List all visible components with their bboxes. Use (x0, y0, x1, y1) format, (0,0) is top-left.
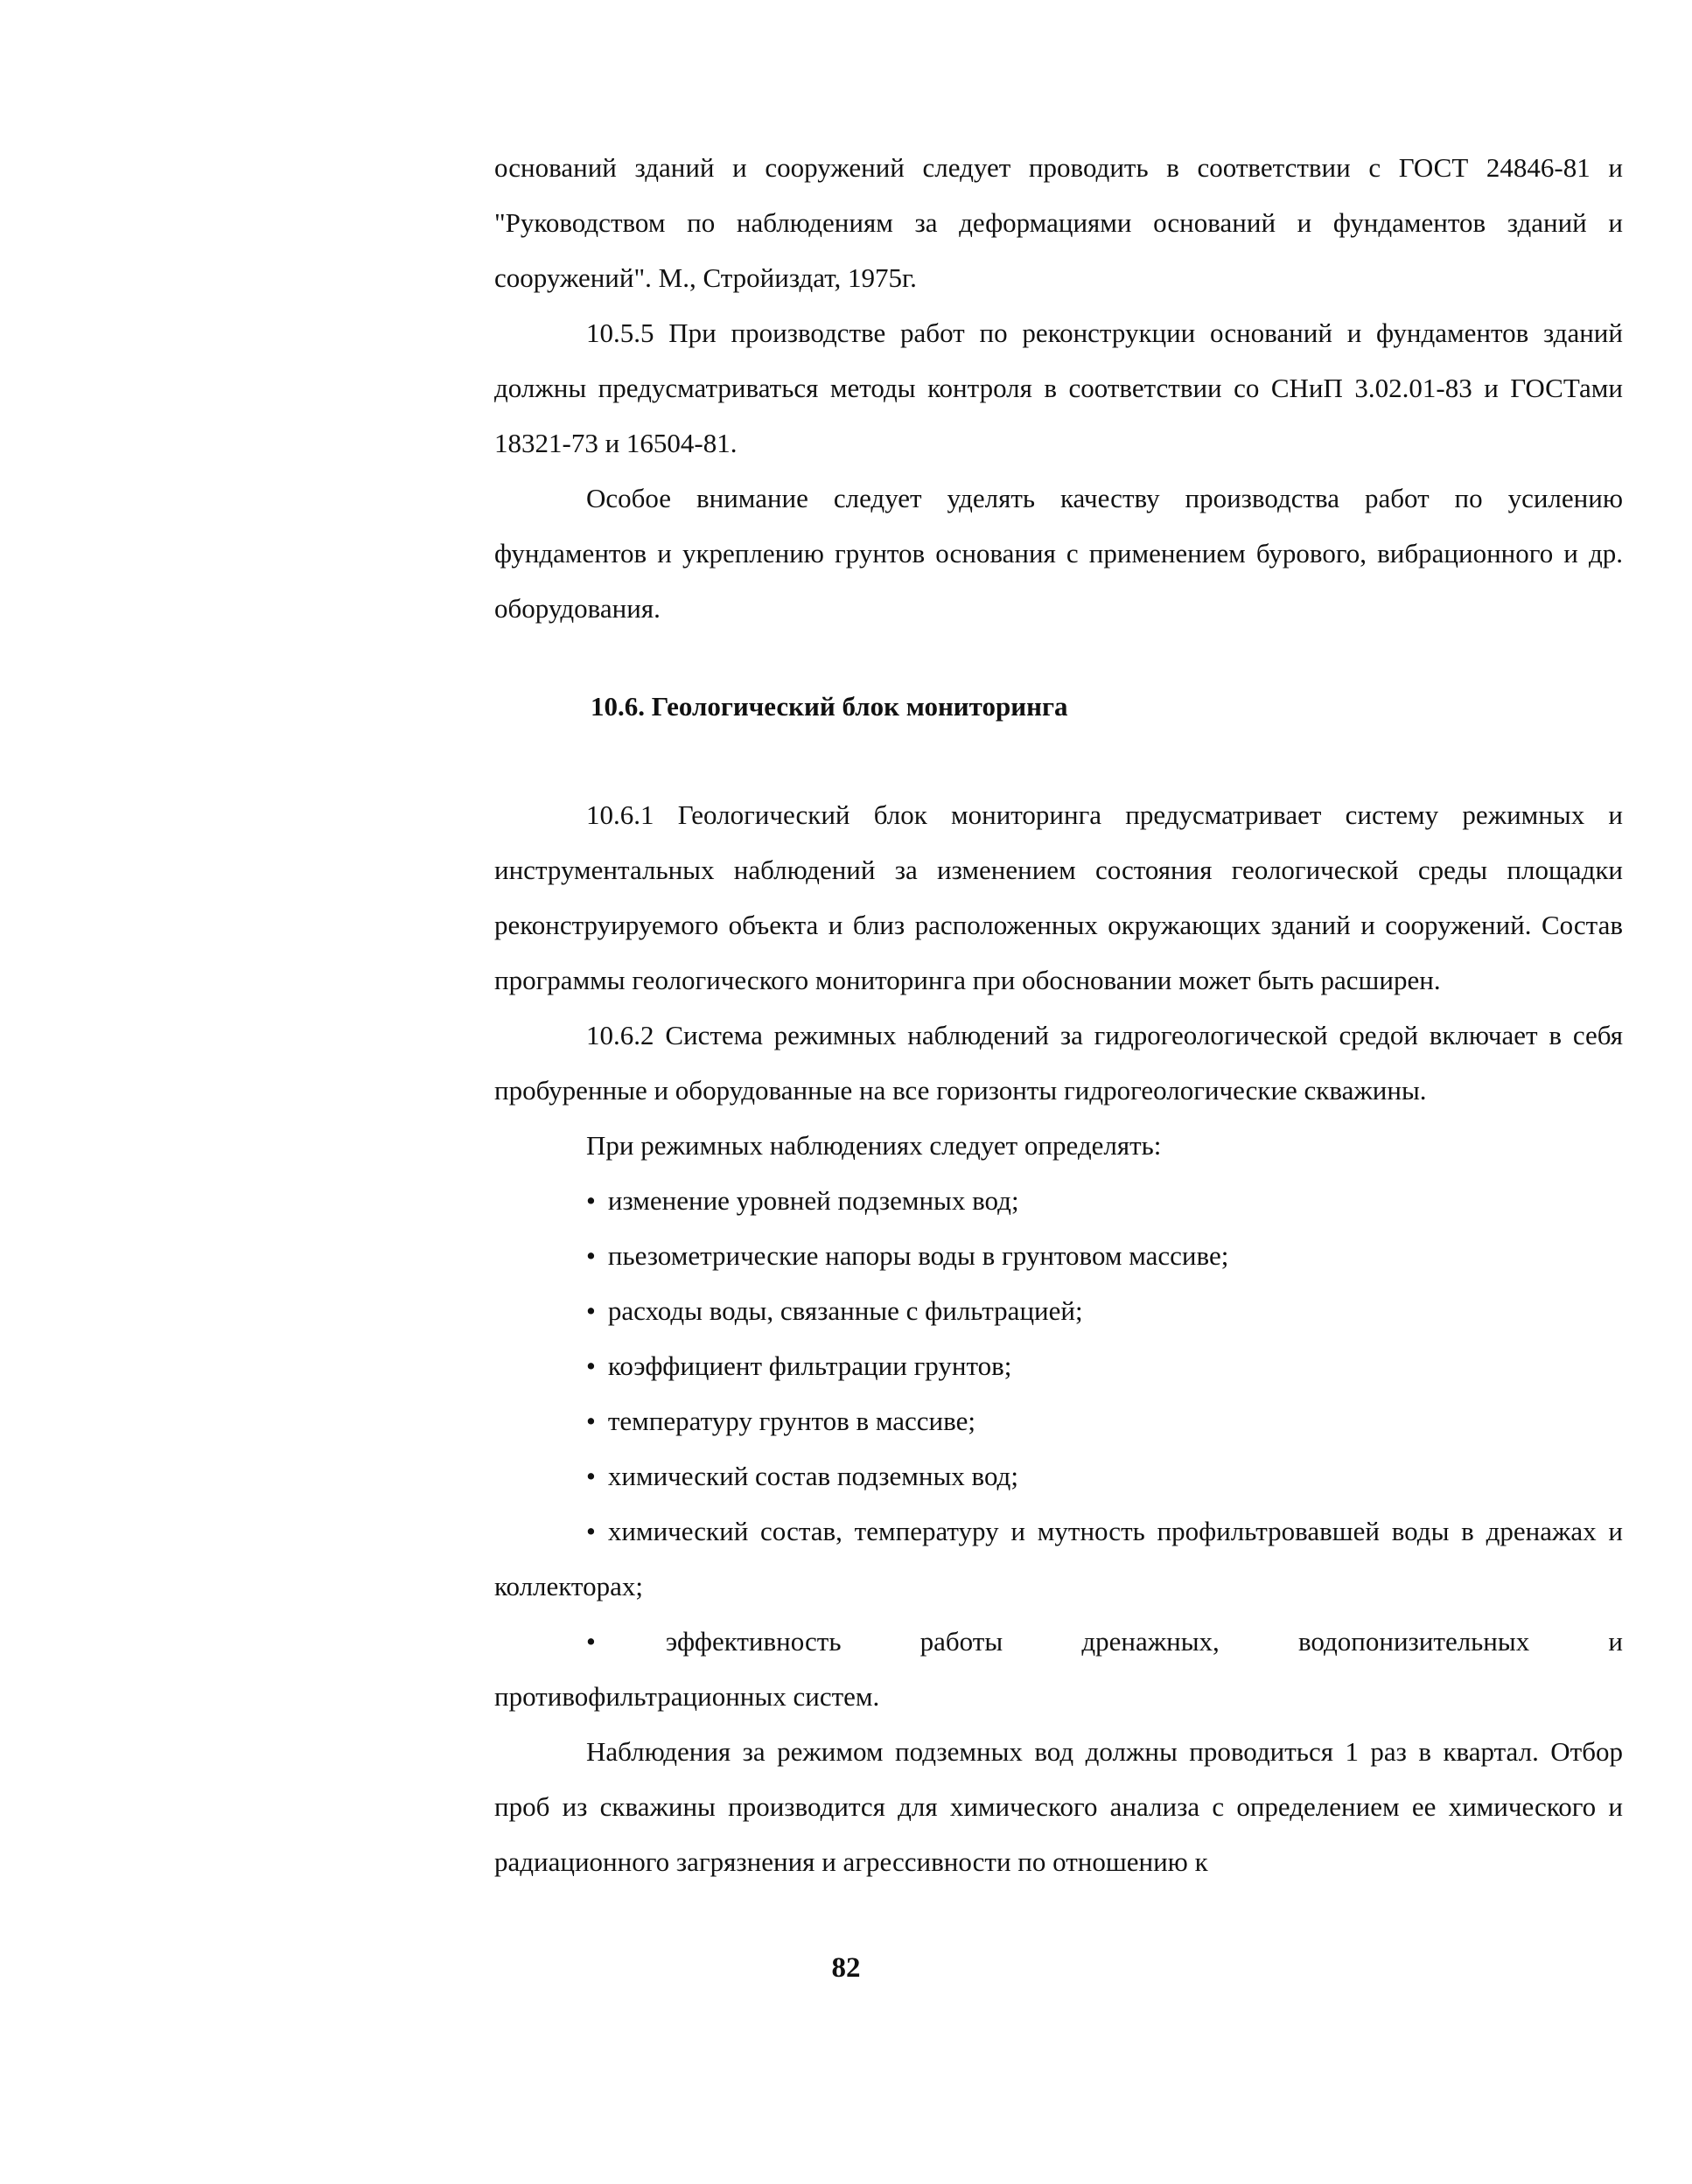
list-item: • пьезометрические напоры воды в грунтовом массиве; (586, 1240, 1229, 1271)
bullet-icon: • (586, 1461, 596, 1491)
bullet-icon: • (586, 1185, 596, 1216)
bullet-list (494, 1173, 1623, 1724)
main-section (494, 787, 1623, 1889)
list-item: • расходы воды, связанные с фильтрацией; (586, 1295, 1083, 1326)
list-item: • эффективность работы дренажных, водопонизительных и противофильтрационных систем. (494, 1626, 1623, 1712)
bullet-icon: • (586, 1240, 596, 1271)
paragraph-special-attention: Особое внимание следует уделять качеству производства работ по усилению фундаментов и укреплению грунтов основания с применением бурового, вибрационного и др. оборудования. (494, 483, 1623, 624)
bullet-icon: • (586, 1406, 596, 1436)
list-intro: При режимных наблюдениях следует определять: (586, 1130, 1162, 1161)
bullet-icon: • (586, 1516, 596, 1546)
section-heading: 10.6. Геологический блок мониторинга (591, 691, 1068, 722)
list-item: • химический состав, температуру и мутность профильтровавшей воды в дренажах и коллекторах; (494, 1516, 1623, 1601)
page-number: 82 (831, 1952, 861, 1984)
bullet-icon: • (586, 1626, 596, 1657)
list-item: • химический состав подземных вод; (586, 1461, 1018, 1491)
bullet-icon: • (586, 1295, 596, 1326)
paragraph-10-5-5: 10.5.5 При производстве работ по реконструкции оснований и фундаментов зданий должны предусматриваться методы контроля в соответствии со СНиП 3.02.01-83 и ГОСТами 18321-73 и 16504-81. (494, 317, 1623, 458)
top-section (494, 140, 1623, 636)
paragraph-gost-24846: оснований зданий и сооружений следует проводить в соответствии с ГОСТ 24846-81 и "Руководством по наблюдениям за деформациями оснований и фундаментов зданий и сооружений". М., Стройиздат, 1975г. (494, 152, 1623, 293)
bullet-icon: • (586, 1350, 596, 1381)
list-item: • изменение уровней подземных вод; (586, 1185, 1019, 1216)
paragraph-10-6-2: 10.6.2 Система режимных наблюдений за гидрогеологической средой включает в себя пробуренные и оборудованные на все горизонты гидрогеологические скважины. (494, 1020, 1623, 1106)
list-item: • температуру грунтов в массиве; (586, 1406, 975, 1436)
paragraph-groundwater-regime: Наблюдения за режимом подземных вод должны проводиться 1 раз в квартал. Отбор проб из скважины производится для химического анализа с определением ее химического и радиационного загрязнения и агрессивности по отношению к (494, 1736, 1623, 1877)
list-item: • коэффициент фильтрации грунтов; (586, 1350, 1012, 1381)
paragraph-10-6-1: 10.6.1 Геологический блок мониторинга предусматривает систему режимных и инструментальных наблюдений за изменением состояния геологической среды площадки реконструируемого объекта и близ расположенных окружающих зданий и сооружений. Состав программы геологического мониторинга при обосновании может быть расширен. (494, 799, 1623, 995)
